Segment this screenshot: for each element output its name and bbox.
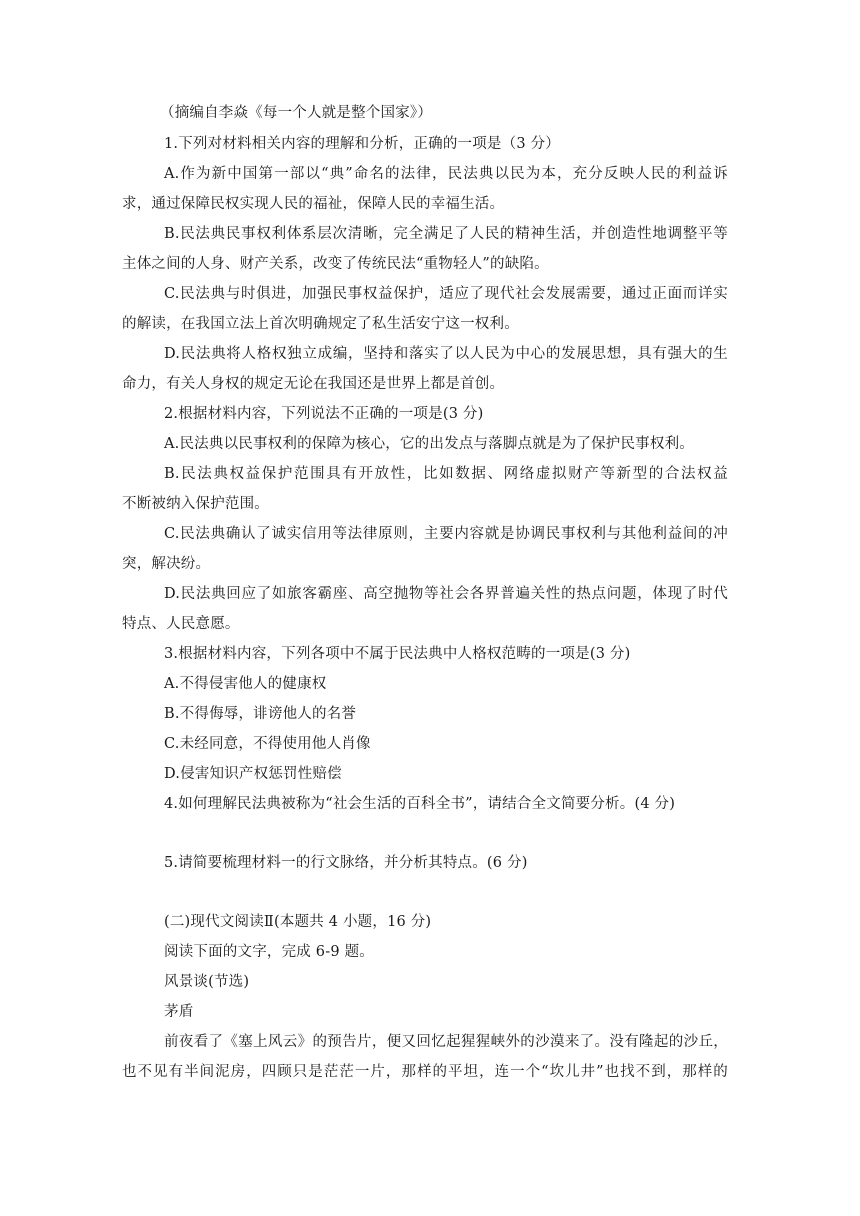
section-2-heading: (二)现代文阅读Ⅱ(本题共 4 小题，16 分) — [164, 914, 432, 930]
q2-option-d-line-1: D.民法典回应了如旅客霸座、高空抛物等社会各界普遍关性的热点问题，体现了时代 — [164, 586, 728, 602]
article-author: 茅盾 — [164, 1004, 194, 1020]
q2-option-d-line-2: 特点、人民意愿。 — [122, 616, 240, 632]
question-3-stem: 3.根据材料内容，下列各项中不属于民法典中人格权范畴的一项是(3 分) — [164, 646, 631, 662]
q3-option-b: B.不得侮辱，诽谤他人的名誉 — [164, 706, 357, 722]
q1-option-d-line-1: D.民法典将人格权独立成编，坚持和落实了以人民为中心的发展思想，具有强大的生 — [164, 346, 728, 362]
q1-option-a-line-1: A.作为新中国第一部以“典”命名的法律，民法典以民为本，充分反映人民的利益诉 — [164, 166, 728, 182]
question-4: 4.如何理解民法典被称为“社会生活的百科全书”，请结合全文简要分析。(4 分) — [164, 796, 676, 812]
q1-option-b-line-2: 主体之间的人身、财产关系，改变了传统民法“重物轻人”的缺陷。 — [122, 256, 549, 272]
article-paragraph-line-2: 也不见有半间泥房，四顾只是茫茫一片，那样的平坦，连一个“坎儿井”也找不到，那样的 — [122, 1064, 728, 1080]
q2-option-c-line-1: C.民法典确认了诚实信用等法律原则，主要内容就是协调民事权利与其他利益间的冲 — [164, 526, 728, 542]
q2-option-c-line-2: 突，解决纷。 — [122, 556, 211, 572]
section-2-instruction: 阅读下面的文字，完成 6-9 题。 — [164, 944, 374, 960]
question-2-stem: 2.根据材料内容，下列说法不正确的一项是(3 分) — [164, 406, 484, 422]
question-5: 5.请简要梳理材料一的行文脉络，并分析其特点。(6 分) — [164, 855, 528, 871]
source-citation: （摘编自李焱《每一个人就是整个国家》） — [160, 105, 433, 121]
q1-option-a-line-2: 求，通过保障民权实现人民的福祉，保障人民的幸福生活。 — [122, 196, 505, 212]
q3-option-a: A.不得侵害他人的健康权 — [164, 676, 327, 692]
q1-option-d-line-2: 命力，有关人身权的规定无论在我国还是世界上都是首创。 — [122, 376, 505, 392]
q1-option-c-line-1: C.民法典与时俱进，加强民事权益保护，适应了现代社会发展需要，通过正面而详实 — [164, 286, 728, 302]
q3-option-d: D.侵害知识产权惩罚性赔偿 — [164, 766, 342, 782]
article-title: 风景谈(节选) — [164, 974, 250, 990]
question-1-stem: 1.下列对材料相关内容的理解和分析，正确的一项是（3 分） — [164, 136, 560, 152]
article-paragraph-line-1: 前夜看了《塞上风云》的预告片，便又回忆起猩猩峡外的沙漠来了。没有隆起的沙丘， — [164, 1034, 728, 1050]
q2-option-b-line-1: B.民法典权益保护范围具有开放性，比如数据、网络虚拟财产等新型的合法权益 — [164, 466, 728, 482]
q1-option-b-line-1: B.民法典民事权利体系层次清晰，完全满足了人民的精神生活，并创造性地调整平等 — [164, 226, 728, 242]
q1-option-c-line-2: 的解读，在我国立法上首次明确规定了私生活安宁这一权利。 — [122, 316, 519, 332]
q2-option-a: A.民法典以民事权利的保障为核心，它的出发点与落脚点就是为了保护民事权利。 — [164, 436, 694, 452]
q2-option-b-line-2: 不断被纳入保护范围。 — [122, 496, 269, 512]
q3-option-c: C.未经同意，不得使用他人肖像 — [164, 736, 371, 752]
